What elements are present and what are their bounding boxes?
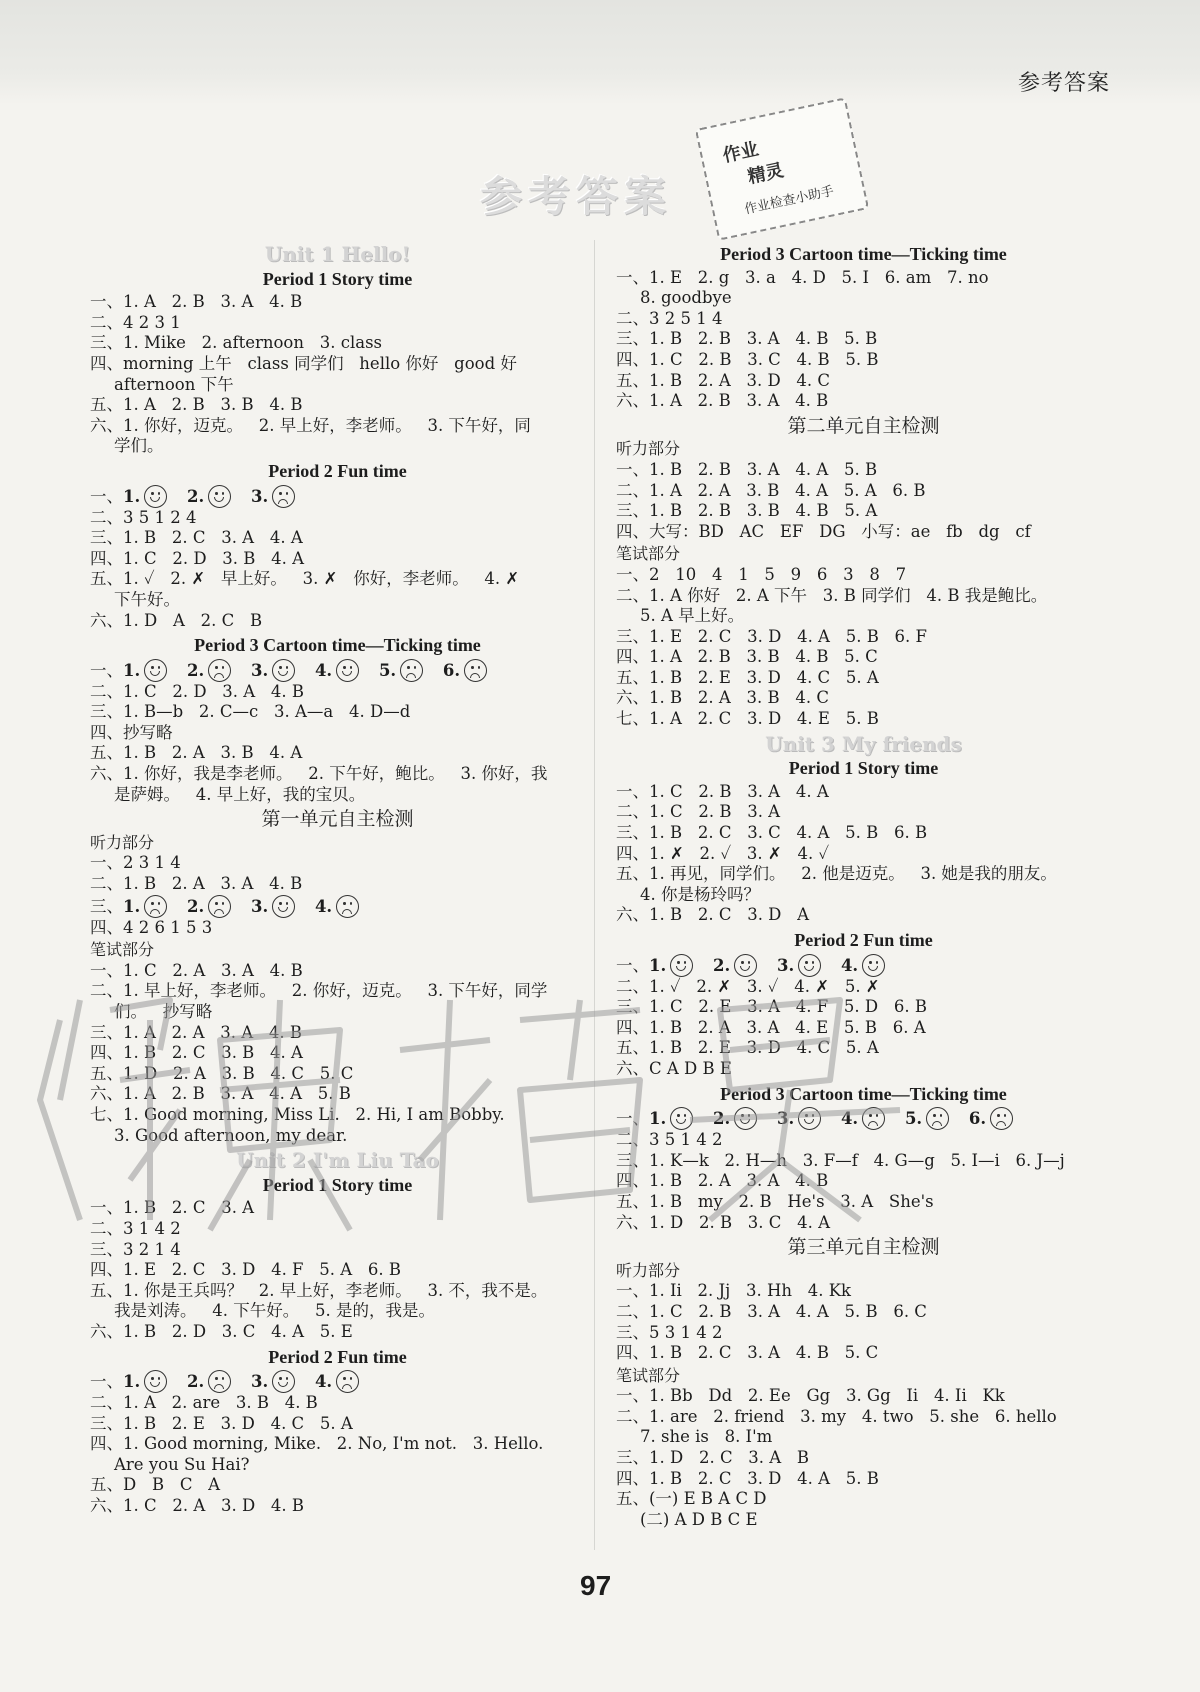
- answer-line: 四、抄写略: [90, 722, 173, 742]
- answer-line: 六、1. 你好，迈克。 2. 早上好，李老师。 3. 下午好，同: [90, 415, 531, 435]
- answer-line-faces: [90, 485, 585, 508]
- answer-line: 六、1. B 2. D 3. C 4. A 5. E: [90, 1321, 353, 1341]
- item-number: 5.: [378, 660, 397, 680]
- answer-line: 四、大写：BD AC EF DG 小写：ae fb dg cf: [616, 521, 1031, 541]
- answer-line: 五、1. 你是王兵吗？ 2. 早上好，李老师。 3. 不，我不是。: [90, 1280, 548, 1300]
- answer-line: 一、1. Ii 2. Jj 3. Hh 4. Kk: [616, 1281, 852, 1301]
- answer-line: 我是刘涛。 4. 下午好。 5. 是的，我是。: [114, 1301, 435, 1321]
- smiley-face-icon: [144, 485, 167, 508]
- answer-line: 四、morning 上午 class 同学们 hello 你好 good 好: [90, 353, 517, 373]
- smiley-face-icon: [272, 895, 295, 918]
- item-number: 2.: [186, 896, 205, 916]
- section-label: 听力部分: [90, 832, 155, 852]
- smiley-face-icon: [144, 1370, 167, 1393]
- answer-line: 三、1. D 2. C 3. A B: [616, 1448, 810, 1468]
- answer-line: 三、5 3 1 4 2: [616, 1322, 723, 1342]
- question-prefix: 一、: [616, 1109, 649, 1129]
- answer-line: 三、1. B 2. C 3. C 4. A 5. B 6. B: [616, 823, 928, 843]
- answer-line: 二、3 5 1 4 2: [616, 1130, 723, 1150]
- item-number: 3.: [776, 1109, 795, 1129]
- answer-line: 三、1. E 2. C 3. D 4. A 5. B 6. F: [616, 626, 927, 646]
- item-number: 2.: [186, 486, 205, 506]
- item-number: 1.: [123, 1372, 141, 1392]
- answer-line-faces: [616, 954, 1111, 977]
- answer-line: 六、1. D 2. B 3. C 4. A: [616, 1212, 831, 1232]
- answer-line: afternoon 下午: [114, 374, 234, 394]
- item-number: 3.: [250, 1372, 269, 1392]
- answer-line: 三、1. B 2. B 3. B 4. B 5. A: [616, 501, 878, 521]
- stamp-line-3: 作业检查小助手: [743, 183, 836, 218]
- item-number: 2.: [712, 955, 731, 975]
- item-number: 6.: [968, 1109, 987, 1129]
- section-label: 笔试部分: [90, 940, 155, 960]
- answer-line: 三、3 2 1 4: [90, 1239, 181, 1259]
- answer-line: 4. 你是杨玲吗？: [640, 884, 760, 904]
- answer-line: 六、1. D A 2. C B: [90, 610, 263, 630]
- answer-line: 六、C A D B E: [616, 1058, 732, 1078]
- answer-line: 五、1. B 2. A 3. B 4. A: [90, 743, 303, 763]
- answer-line: 一、1. C 2. A 3. A 4. B: [90, 960, 303, 980]
- answer-line-faces: [90, 659, 585, 682]
- smiley-face-icon: [272, 1370, 295, 1393]
- period-heading: Period 2 Fun time: [268, 460, 407, 481]
- smiley-face-icon: [336, 659, 359, 682]
- answer-line: 一、1. E 2. g 3. a 4. D 5. I 6. am 7. no: [616, 267, 989, 287]
- answer-line: 四、1. B 2. C 3. D 4. A 5. B: [616, 1468, 879, 1488]
- answer-line: 四、1. ✗ 2. ✓ 3. ✗ 4. ✓: [616, 843, 830, 863]
- question-prefix: 一、: [90, 660, 123, 680]
- answer-line: 们。 抄写略: [114, 1002, 213, 1021]
- answer-line: 五、1. B 2. A 3. D 4. C: [616, 370, 831, 390]
- answer-line: 一、1. C 2. B 3. A 4. A: [616, 781, 829, 801]
- question-prefix: 一、: [90, 1372, 123, 1392]
- question-prefix: 一、: [616, 955, 649, 975]
- item-number: 5.: [904, 1109, 923, 1129]
- smiley-face-icon: [208, 485, 231, 508]
- answer-line: 五、1. D 2. A 3. B 4. C 5. C: [90, 1063, 354, 1083]
- sad-face-icon: [336, 895, 359, 918]
- item-number: 1.: [123, 660, 141, 680]
- answer-line: 二、1. 早上好，李老师。 2. 你好，迈克。 3. 下午好，同学: [90, 981, 548, 1001]
- answer-line: 是萨姆。 4. 早上好，我的宝贝。: [114, 784, 366, 804]
- answer-line: 四、1. E 2. C 3. D 4. F 5. A 6. B: [90, 1260, 401, 1280]
- answer-line: 一、1. B 2. B 3. A 4. A 5. B: [616, 459, 878, 479]
- left-column: [90, 240, 585, 1517]
- answer-line: 五、1. B my 2. B He's 3. A She's: [616, 1191, 934, 1211]
- answer-line: 一、2 10 4 1 5 9 6 3 8 7: [616, 564, 907, 584]
- answer-line: 四、1. B 2. A 3. A 4. B: [616, 1171, 829, 1191]
- answer-line: 六、1. A 2. B 3. A 4. B: [616, 391, 829, 411]
- answer-line: 三、1. A 2. A 3. A 4. B: [90, 1022, 303, 1042]
- smiley-face-icon: [670, 1107, 693, 1130]
- answer-line: 六、1. C 2. A 3. D 4. B: [90, 1496, 305, 1516]
- answer-line: 二、1. C 2. B 3. A 4. A 5. B 6. C: [616, 1301, 927, 1321]
- period-heading: Period 1 Story time: [262, 1174, 413, 1195]
- sad-face-icon: [990, 1107, 1013, 1130]
- answer-line: 三、1. Mike 2. afternoon 3. class: [90, 333, 383, 353]
- item-number: 2.: [712, 1109, 731, 1129]
- item-number: 4.: [840, 1109, 859, 1129]
- question-prefix: 一、: [90, 486, 123, 506]
- answer-line: 四、1. B 2. C 3. A 4. B 5. C: [616, 1343, 879, 1363]
- answer-line: 五、(一) E B A C D: [616, 1489, 767, 1509]
- answer-line: 四、1. C 2. B 3. C 4. B 5. B: [616, 349, 879, 369]
- answer-line-faces: [616, 1107, 1111, 1130]
- item-number: 2.: [186, 1372, 205, 1392]
- answer-line: 学们。: [114, 436, 164, 456]
- section-label: 笔试部分: [616, 544, 681, 564]
- sad-face-icon: [208, 1370, 231, 1393]
- answer-line: 五、1. B 2. E 3. D 4. C 5. A: [616, 1038, 879, 1058]
- test-heading: 第三单元自主检测: [787, 1236, 940, 1259]
- answer-line: 五、1. ✓ 2. ✗ 早上好。 3. ✗ 你好，李老师。 4. ✗: [90, 569, 520, 589]
- answer-line: 二、3 2 5 1 4: [616, 308, 723, 328]
- answer-line: 一、1. Bb Dd 2. Ee Gg 3. Gg Ii 4. Ii Kk: [616, 1386, 1005, 1406]
- answer-line: 三、1. B 2. B 3. A 4. B 5. B: [616, 329, 878, 349]
- unit-heading: Unit 2 I'm Liu Tao: [236, 1148, 439, 1173]
- sad-face-icon: [208, 895, 231, 918]
- item-number: 1.: [123, 486, 141, 506]
- answer-line: 二、3 1 4 2: [90, 1218, 181, 1238]
- logo-stamp: [695, 97, 869, 241]
- answer-line: 二、1. are 2. friend 3. my 4. two 5. she 6. hello: [616, 1406, 1057, 1426]
- answer-line: 3. Good afternoon, my dear.: [114, 1125, 348, 1145]
- answer-line: 三、1. B—b 2. C—c 3. A—a 4. D—d: [90, 702, 411, 722]
- smiley-face-icon: [734, 954, 757, 977]
- answer-line: 一、2 3 1 4: [90, 853, 181, 873]
- sad-face-icon: [464, 659, 487, 682]
- sad-face-icon: [862, 1107, 885, 1130]
- sad-face-icon: [208, 659, 231, 682]
- answer-line: 七、1. Good morning, Miss Li. 2. Hi, I am Bobby.: [90, 1104, 505, 1124]
- smiley-face-icon: [862, 954, 885, 977]
- answer-line-faces: [90, 895, 585, 918]
- answer-line: 二、1. ✓ 2. ✗ 3. ✓ 4. ✗ 5. ✗: [616, 976, 880, 996]
- period-heading: Period 3 Cartoon time—Ticking time: [720, 244, 1007, 264]
- answer-line: 五、1. 再见，同学们。 2. 他是迈克。 3. 她是我的朋友。: [616, 864, 1057, 884]
- answer-line: 下午好。: [114, 589, 180, 609]
- answer-line: 三、1. B 2. C 3. A 4. A: [90, 528, 303, 548]
- answer-line: 五、1. B 2. E 3. D 4. C 5. A: [616, 667, 879, 687]
- answer-line: 二、4 2 3 1: [90, 312, 181, 332]
- test-heading: 第二单元自主检测: [787, 414, 940, 437]
- period-heading: Period 1 Story time: [788, 758, 939, 779]
- page-title: 参考答案: [480, 172, 673, 221]
- answer-line: 四、1. C 2. D 3. B 4. A: [90, 548, 305, 568]
- answer-line: 四、4 2 6 1 5 3: [90, 917, 213, 937]
- answer-line: 7. she is 8. I'm: [640, 1427, 773, 1447]
- answer-line: 二、1. A 2. A 3. B 4. A 5. A 6. B: [616, 480, 926, 500]
- item-number: 4.: [840, 955, 859, 975]
- sad-face-icon: [336, 1370, 359, 1393]
- item-number: 1.: [649, 955, 667, 975]
- item-number: 1.: [123, 896, 141, 916]
- period-heading: Period 3 Cartoon time—Ticking time: [194, 635, 481, 656]
- sad-face-icon: [926, 1107, 949, 1130]
- item-number: 4.: [314, 660, 333, 680]
- column-divider: [594, 240, 595, 1550]
- answer-line: 二、1. C 2. B 3. A: [616, 802, 781, 822]
- answer-line: 四、1. B 2. C 3. B 4. A: [90, 1043, 303, 1063]
- answer-line: 二、1. C 2. D 3. A 4. B: [90, 681, 305, 701]
- smiley-face-icon: [670, 954, 693, 977]
- answer-line: 三、1. K—k 2. H—h 3. F—f 4. G—g 5. I—i 6. J—j: [616, 1150, 1065, 1170]
- answer-line: 8. goodbye: [640, 288, 732, 308]
- item-number: 3.: [250, 896, 269, 916]
- period-heading: Period 1 Story time: [262, 268, 413, 289]
- sad-face-icon: [144, 895, 167, 918]
- section-label: 听力部分: [616, 439, 681, 459]
- period-heading: Period 2 Fun time: [794, 930, 933, 950]
- answer-line: 七、1. A 2. C 3. D 4. E 5. B: [616, 709, 879, 729]
- answer-line: 四、1. Good morning, Mike. 2. No, I'm not. 3. Hello.: [90, 1434, 544, 1454]
- answer-line-faces: [90, 1370, 585, 1393]
- section-label: 笔试部分: [616, 1365, 681, 1385]
- item-number: 4.: [314, 896, 333, 916]
- item-number: 2.: [186, 660, 205, 680]
- answer-line: 六、1. 你好，我是李老师。 2. 下午好，鲍比。 3. 你好，我: [90, 764, 548, 784]
- answer-line: 二、1. A 2. are 3. B 4. B: [90, 1393, 318, 1413]
- item-number: 4.: [314, 1372, 333, 1392]
- answer-line: 二、1. A 你好 2. A 下午 3. B 同学们 4. B 我是鲍比。: [616, 585, 1048, 605]
- right-column: [616, 240, 1111, 1530]
- answer-line: 五、D B C A: [90, 1475, 221, 1495]
- test-heading: 第一单元自主检测: [261, 808, 414, 831]
- sad-face-icon: [272, 485, 295, 508]
- smiley-face-icon: [798, 1107, 821, 1130]
- stamp-line-1: 作业: [720, 138, 761, 167]
- answer-line: 六、1. A 2. B 3. A 4. A 5. B: [90, 1084, 351, 1104]
- header-label: 参考答案: [1017, 71, 1110, 96]
- item-number: 3.: [250, 660, 269, 680]
- item-number: 3.: [250, 486, 269, 506]
- answer-line: 三、1. B 2. E 3. D 4. C 5. A: [90, 1413, 353, 1433]
- answer-line: 一、1. A 2. B 3. A 4. B: [90, 292, 303, 312]
- item-number: 3.: [776, 955, 795, 975]
- unit-heading: Unit 3 My friends: [765, 731, 962, 756]
- answer-line: (二) A D B C E: [640, 1509, 758, 1529]
- sad-face-icon: [400, 659, 423, 682]
- period-heading: Period 3 Cartoon time—Ticking time: [720, 1083, 1007, 1104]
- answer-line: 三、1. C 2. E 3. A 4. F 5. D 6. B: [616, 997, 927, 1017]
- smiley-face-icon: [734, 1107, 757, 1130]
- section-label: 听力部分: [616, 1260, 681, 1280]
- answer-line: 一、1. B 2. C 3. A: [90, 1198, 255, 1218]
- unit-heading: Unit 1 Hello!: [264, 242, 411, 266]
- answer-line: 六、1. B 2. C 3. D A: [616, 905, 810, 925]
- item-number: 1.: [649, 1109, 667, 1129]
- smiley-face-icon: [144, 659, 167, 682]
- answer-line: Are you Su Hai?: [114, 1454, 250, 1474]
- question-prefix: 三、: [90, 896, 123, 916]
- item-number: 6.: [442, 660, 461, 680]
- answer-line: 四、1. A 2. B 3. B 4. B 5. C: [616, 647, 878, 667]
- answer-line: 六、1. B 2. A 3. B 4. C: [616, 688, 829, 708]
- page-number: 97: [580, 1570, 612, 1601]
- answer-line: 二、1. B 2. A 3. A 4. B: [90, 874, 303, 894]
- answer-line: 五、1. A 2. B 3. B 4. B: [90, 395, 303, 415]
- stamp-line-2: 精灵: [745, 159, 786, 189]
- answer-line: 二、3 5 1 2 4: [90, 507, 197, 527]
- smiley-face-icon: [272, 659, 295, 682]
- period-heading: Period 2 Fun time: [268, 1346, 407, 1367]
- answer-line: 四、1. B 2. A 3. A 4. E 5. B 6. A: [616, 1017, 926, 1037]
- smiley-face-icon: [798, 954, 821, 977]
- answer-line: 5. A 早上好。: [640, 606, 745, 626]
